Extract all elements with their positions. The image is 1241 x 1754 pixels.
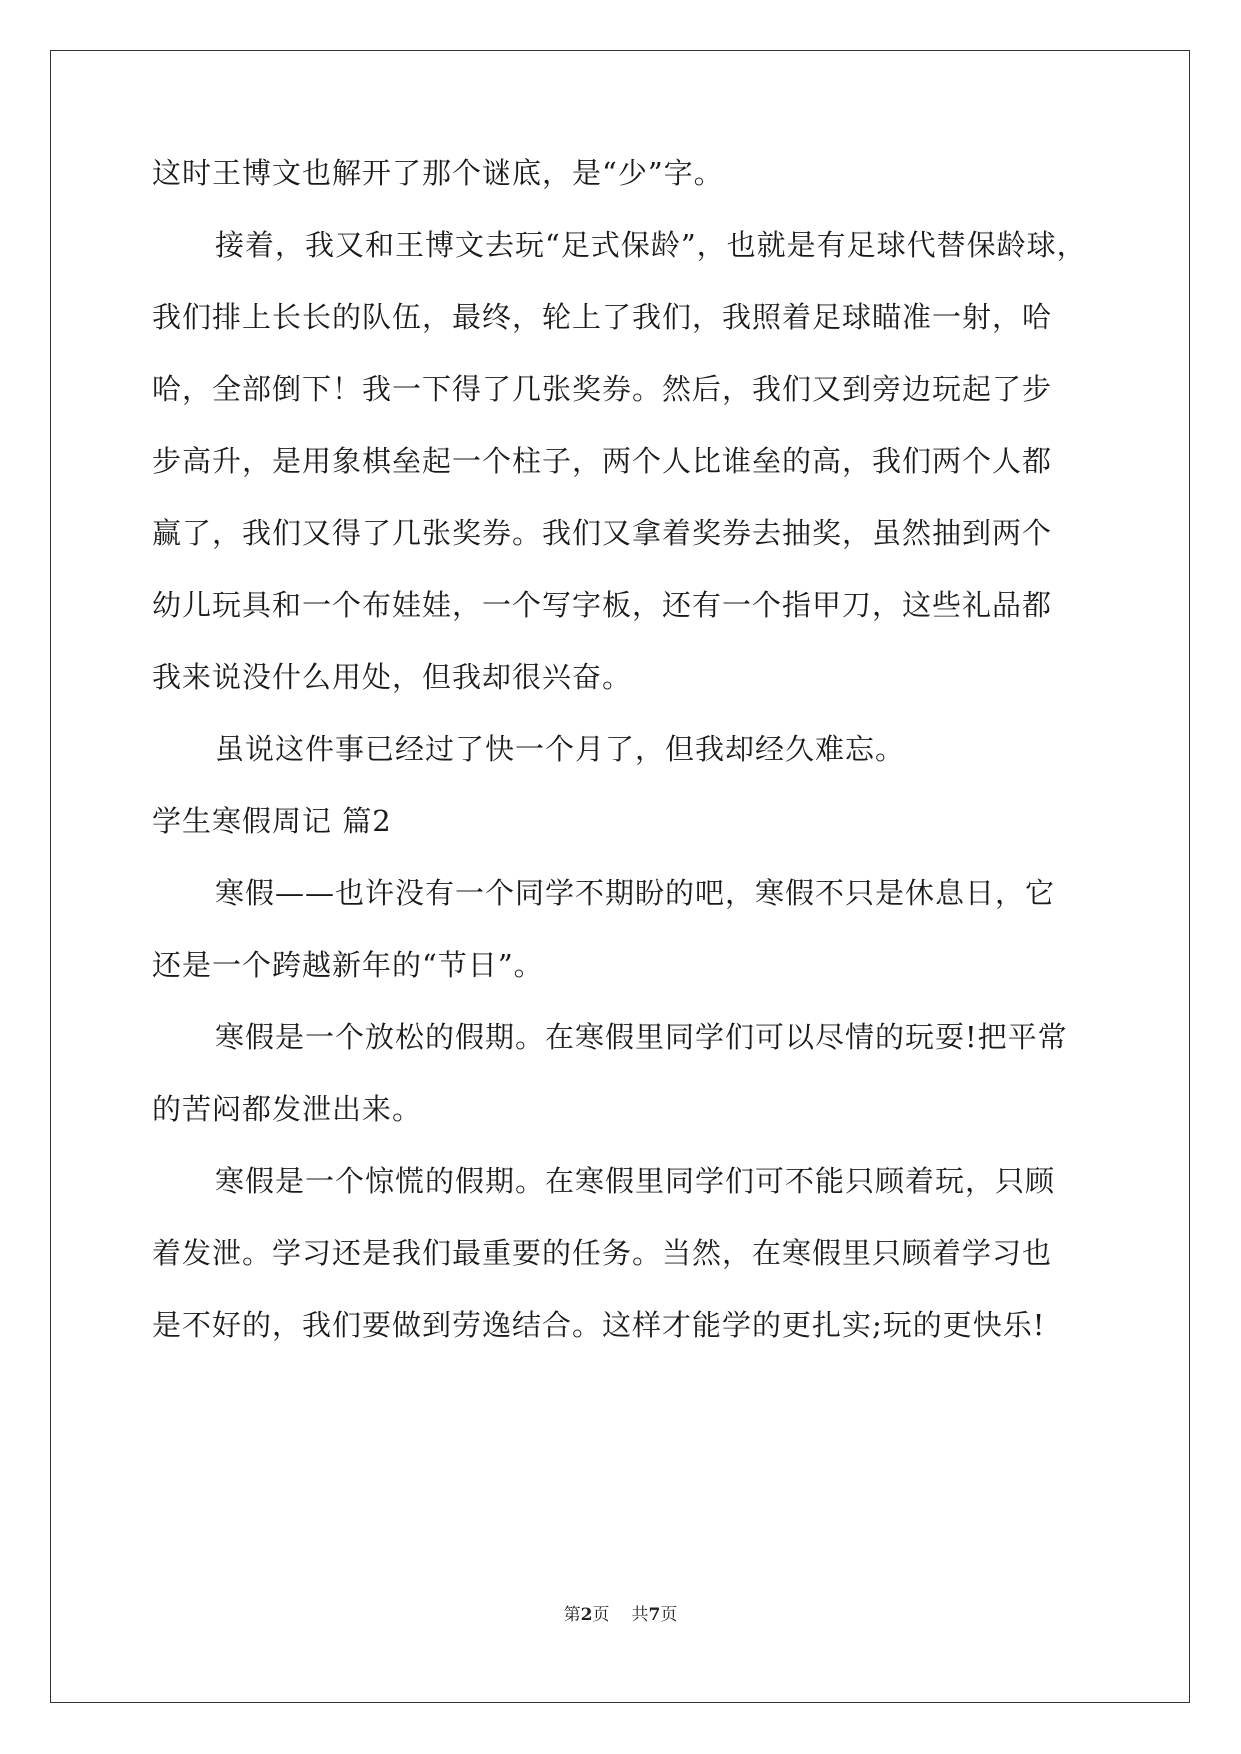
text-line: 接着，我又和王博文去玩“足式保龄”，也就是有足球代替保龄球，: [215, 228, 1087, 262]
text-line: 虽说这件事已经过了快一个月了，但我却经久难忘。: [215, 732, 906, 766]
text-line: 还是一个跨越新年的“节日”。: [152, 948, 544, 982]
page-prefix: 第: [563, 1605, 581, 1625]
text-line: 赢了，我们又得了几张奖券。我们又拿着奖券去抽奖，虽然抽到两个: [152, 516, 1053, 550]
total-prefix: 共: [631, 1605, 649, 1625]
text-line: 寒假——也许没有一个同学不期盼的吧，寒假不只是休息日，它: [215, 876, 1056, 910]
text-line: 寒假是一个放松的假期。在寒假里同学们可以尽情的玩耍!把平常: [215, 1020, 1068, 1054]
text-line: 这时王博文也解开了那个谜底，是“少”字。: [152, 156, 724, 190]
page-suffix: 页: [592, 1605, 610, 1625]
text-line: 寒假是一个惊慌的假期。在寒假里同学们可不能只顾着玩，只顾: [215, 1164, 1056, 1198]
page-footer: [0, 1604, 1241, 1626]
section-heading: 学生寒假周记 篇2: [152, 804, 392, 838]
text-line: 哈，全部倒下！我一下得了几张奖券。然后，我们又到旁边玩起了步: [152, 372, 1053, 406]
total-suffix: 页: [660, 1605, 678, 1625]
text-line: 幼儿玩具和一个布娃娃，一个写字板，还有一个指甲刀，这些礼品都: [152, 588, 1053, 622]
text-line: 的苦闷都发泄出来。: [152, 1092, 423, 1126]
text-line: 着发泄。学习还是我们最重要的任务。当然，在寒假里只顾着学习也: [152, 1236, 1053, 1270]
current-page-number: 2: [580, 1605, 593, 1625]
text-line: 我来说没什么用处，但我却很兴奋。: [152, 660, 633, 694]
text-line: 我们排上长长的队伍，最终，轮上了我们，我照着足球瞄准一射，哈: [152, 300, 1053, 334]
text-line: 步高升，是用象棋垒起一个柱子，两个人比谁垒的高，我们两个人都: [152, 444, 1053, 478]
text-line: 是不好的，我们要做到劳逸结合。这样才能学的更扎实;玩的更快乐!: [152, 1308, 1046, 1342]
total-page-count: 7: [648, 1605, 661, 1625]
